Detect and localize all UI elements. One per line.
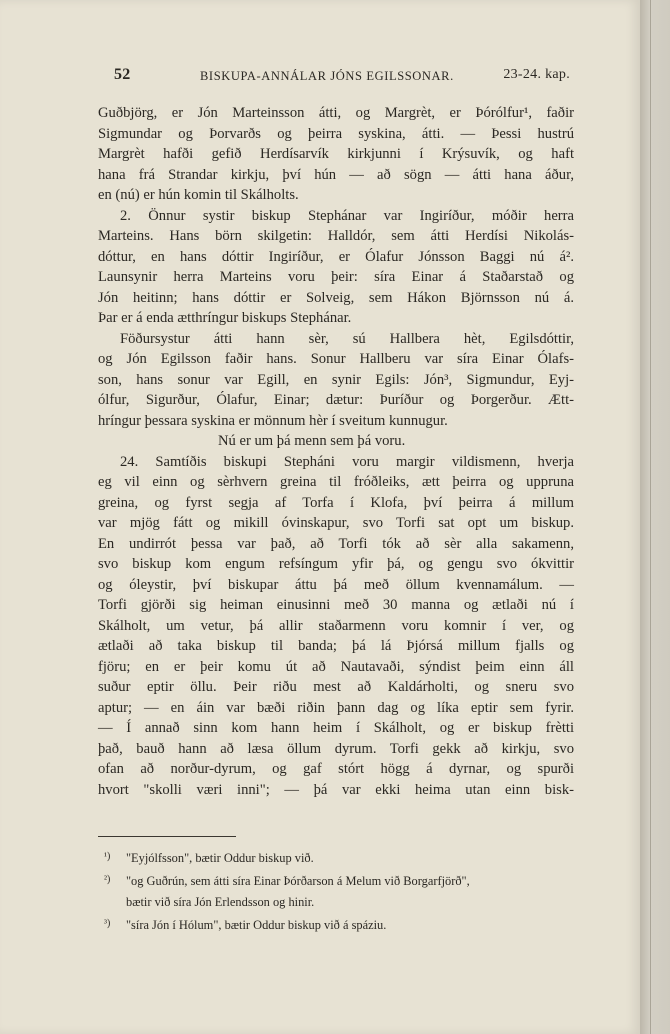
text-line: Launsynir herra Marteins voru þeir: síra Einar á Staðarstað og [98,269,574,285]
text-line: dóttur, en hans dóttir Ingiríður, er Ólafur Jónsson Baggi nú á². [98,248,574,265]
chapter-label: 23-24. kap. [503,67,570,82]
text-line: eg vil einn og sèrhvern greina til fróðleiks, ætt þeirra og uppruna [98,474,574,490]
text-line: og Jón Egilsson faðir hans. Sonur Hallberu var síra Einar Ólafs- [98,351,574,367]
text-line: hvort "skolli væri inni"; — þá var ekki heima utan einn bisk- [98,781,574,798]
footnote-continuation [104,892,576,913]
text-line: það, bauð hann að læsa öllum dyrum. Torfi gekk að kirkju, svo [98,740,574,757]
text-line: ætlaði að taka biskup til banda; þá lá Þjórsá millum fjalls og [98,638,574,654]
footnote-mark: ¹) [104,851,111,862]
text-line: svo biskup kom engum refsíngum yfir þá, og gengu svo ókvittir [98,556,574,572]
text-line: Föðursystur átti hann sèr, sú Hallbera hèt, Egilsdóttir, [120,330,574,347]
text-line: var mjög fátt og mikill óvinskapur, svo Torfi sat opt um biskup. [98,515,574,531]
text-line: ólfur, Sigurður, Ólafur, Einar; dætur: Þuríður og Þorgerður. Ætt- [98,392,574,408]
page-edge [640,0,670,1034]
text-line: 24. Samtíðis biskupi Stepháni voru margir vildismenn, hverja [120,453,574,470]
text-line: greina, og fyrst segja af Torfa í Klofa, því þeirra á millum [98,494,574,511]
footnotes [104,846,576,936]
text-line: Guðbjörg, er Jón Marteinsson átti, og Margrèt, er Þórólfur¹, faðir [98,105,574,121]
text-line: 2. Önnur systir biskup Stephánar var Ingiríður, móðir herra [120,207,574,224]
footnote-mark: ³) [104,918,111,929]
page-number: 52 [114,66,131,83]
text-line: — Í annað sinn kom hann heim í Skálholt, og er biskup frètti [98,720,574,736]
footnote-mark: ²) [104,874,111,885]
text-line: Torfi gjörði sig heiman einusinni með 30 manna og ætlaði nú í [98,597,574,613]
text-line: Þar er á enda ætthríngur biskups Stephánar. [98,310,352,326]
footnote-text: bætir við síra Jón Erlendsson og hinir. [126,895,315,909]
text-line: hana frá Strandar kirkju, því hún — að sögn — átti hana áður, [98,166,574,183]
footnote [104,913,576,936]
text-line: fjöru; en er þeir komu út að Nautavaði, sýndist þeim einn áll [98,658,574,675]
footnote-rule [98,836,236,837]
text-line: ofan að norður-dyrum, og gaf stórt högg á dyrnar, og spurði [98,761,574,777]
footnote-text: "síra Jón í Hólum", bætir Oddur biskup við á spáziu. [126,918,387,932]
text-line: Sigmundar og Þorvarðs og þeirra syskina, átti. — Þessi hustrú [98,125,574,142]
footnote [104,869,576,892]
text-line: Margrèt hafði gefið Herdísarvík kirkjunni í Krýsuvík, og haft [98,146,574,162]
text-line: Skálholt, um vetur, þá allir staðarmenn voru komnir í ver, og [98,617,574,634]
text-line: En undirrót þessa var það, að Torfi tók að sèr alla sakamenn, [98,535,574,552]
footnote-text: "og Guðrún, sem átti síra Einar Þórðarson á Melum við Borgarfjörð", [126,874,470,888]
footnote [104,846,576,869]
text-line: hríngur þessara syskina er mönnum hèr í sveitum kunnugur. [98,412,448,429]
footnote-text: "Eyjólfsson", bætir Oddur biskup við. [126,851,314,865]
running-head [114,66,570,88]
text-line: suður eptir öllu. Þeir riðu mest að Kaldárholti, og sneru svo [98,679,574,695]
text-line: aptur; — en áin var bæði riðin þann dag og líka eptir sem fyrir. [98,699,574,716]
body-text [98,103,574,800]
text-line: en (nú) er hún komin til Skálholts. [98,187,299,203]
text-line: Jón heitinn; hans dóttir er Solveig, sem Hákon Björnsson nú á. [98,289,574,306]
section-line: Nú er um þá menn sem þá voru. [218,433,406,449]
text-line: son, hans sonur var Egill, en synir Egils: Jón³, Sigmundur, Eyj- [98,371,574,388]
text-line: og óleystir, því biskupar áttu þá með öllum kvennamálum. — [98,576,574,593]
running-title: BISKUPA-ANNÁLAR JÓNS EGILSSONAR. [200,69,454,83]
text-line: Marteins. Hans börn skilgetin: Halldór, sem átti Herdísi Nikolás- [98,228,574,244]
